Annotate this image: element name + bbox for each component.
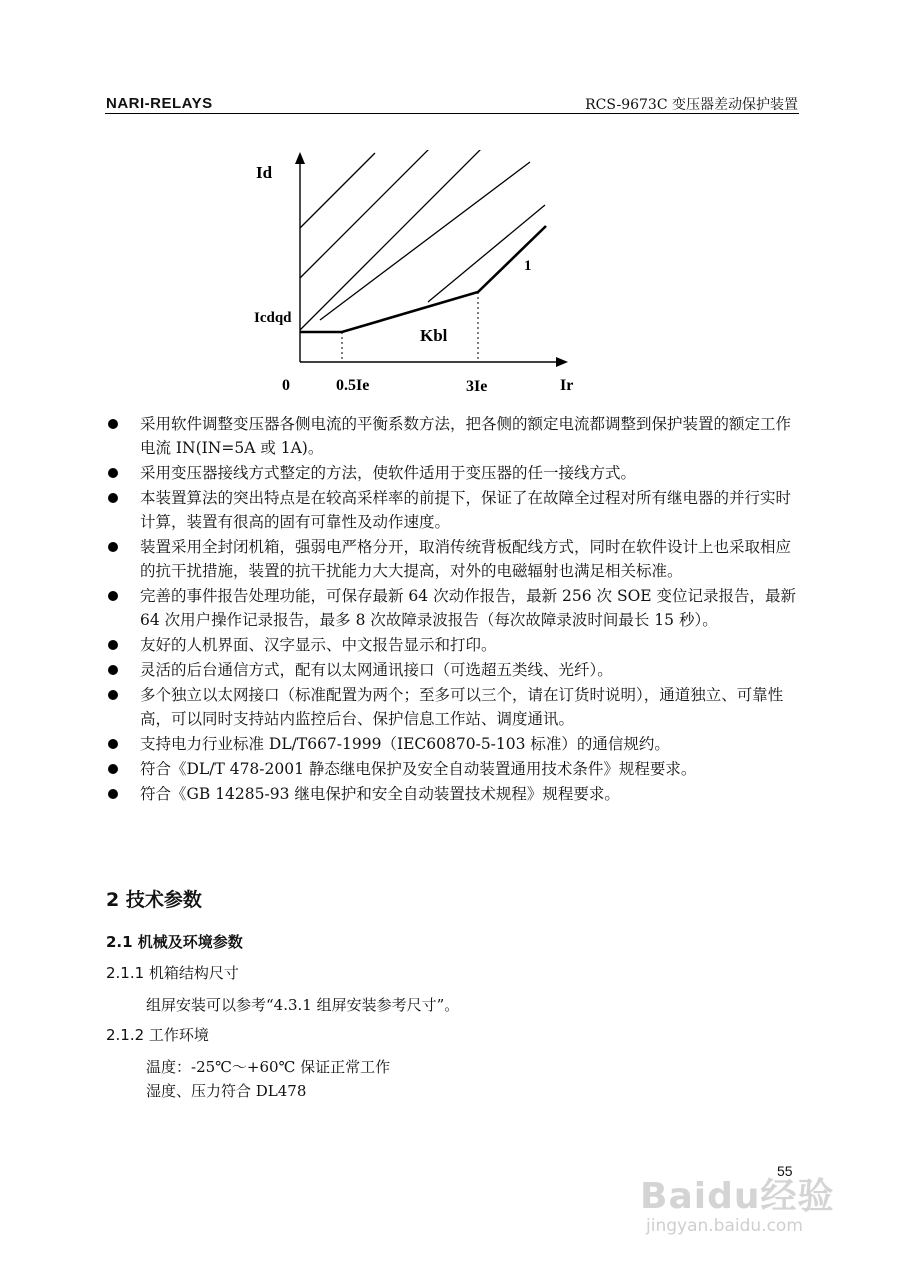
y-axis-arrow — [295, 152, 305, 164]
humidity-text: 湿度、压力符合 DL478 — [146, 1082, 307, 1100]
subsubsection-heading-environment: 2.1.2 工作环境 — [106, 1026, 209, 1044]
subsection-heading: 2.1 机械及环境参数 — [106, 933, 243, 951]
x-marker-3ie: 3Ie — [466, 378, 488, 395]
icdqd-label: Icdqd — [254, 310, 292, 326]
differential-characteristic-diagram — [240, 150, 590, 395]
bullet-icon — [108, 468, 118, 478]
section-heading: 2 技术参数 — [106, 889, 202, 911]
list-item: 采用变压器接线方式整定的方法，使软件适用于变压器的任一接线方式。 — [108, 461, 800, 485]
bullet-icon — [108, 665, 118, 675]
baidu-watermark — [640, 1168, 870, 1248]
origin-label: 0 — [282, 377, 290, 394]
bullet-icon — [108, 764, 118, 774]
bullet-icon — [108, 789, 118, 799]
list-item: 装置采用全封闭机箱，强弱电严格分开，取消传统背板配线方式，同时在软件设计上也采取相应的抗干扰措施，装置的抗干扰能力大大提高，对外的电磁辐射也满足相关标准。 — [108, 535, 800, 583]
bullet-icon — [108, 419, 118, 429]
bullet-icon — [108, 591, 118, 601]
list-item: 采用软件调整变压器各侧电流的平衡系数方法，把各侧的额定电流都调整到保护装置的额定工作电流 IN(IN=5A 或 1A)。 — [108, 412, 800, 460]
bullet-icon — [108, 640, 118, 650]
feature-list — [108, 412, 800, 807]
list-item: 符合《GB 14285-93 继电保护和安全自动装置技术规程》规程要求。 — [108, 782, 800, 806]
temperature-text: 温度：-25℃～+60℃ 保证正常工作 — [146, 1058, 391, 1076]
list-item: 友好的人机界面、汉字显示、中文报告显示和打印。 — [108, 633, 800, 657]
bullet-icon — [108, 542, 118, 552]
bullet-icon — [108, 493, 118, 503]
header-divider — [105, 113, 799, 114]
kbl-label: Kbl — [420, 326, 448, 345]
watermark-url: jingyan.baidu.com — [646, 1216, 803, 1236]
y-axis-label: Id — [256, 163, 273, 182]
list-item: 多个独立以太网接口（标准配置为两个；至多可以三个，请在订货时说明），通道独立、可靠性高，可以同时支持站内监控后台、保护信息工作站、调度通讯。 — [108, 683, 800, 731]
curve-label: 1 — [524, 258, 532, 274]
bullet-icon — [108, 690, 118, 700]
bullet-icon — [108, 739, 118, 749]
list-item: 支持电力行业标准 DL/T667-1999（IEC60870-5-103 标准）的通信规约。 — [108, 732, 800, 756]
list-item: 完善的事件报告处理功能，可保存最新 64 次动作报告，最新 256 次 SOE 变位记录报告，最新 64 次用户操作记录报告，最多 8 次故障录波报告（每次故障录波时间最长 15 秒）。 — [108, 584, 800, 632]
x-marker-0-5ie: 0.5Ie — [336, 377, 370, 394]
header-brand: NARI-RELAYS — [106, 95, 213, 112]
x-axis-label: Ir — [560, 377, 574, 394]
dimensions-text: 组屏安装可以参考“4.3.1 组屏安装参考尺寸”。 — [146, 996, 460, 1014]
list-item: 符合《DL/T 478-2001 静态继电保护及安全自动装置通用技术条件》规程要求。 — [108, 757, 800, 781]
page-number: 55 — [777, 1163, 793, 1179]
list-item: 灵活的后台通信方式，配有以太网通讯接口（可选超五类线、光纤）。 — [108, 658, 800, 682]
subsubsection-heading-dimensions: 2.1.1 机箱结构尺寸 — [106, 964, 239, 982]
x-axis-arrow — [556, 357, 568, 367]
watermark-logo-text: Baidu经验 — [640, 1176, 835, 1217]
header-title: RCS-9673C 变压器差动保护装置 — [585, 97, 798, 113]
trip-region-hatch — [300, 150, 545, 330]
list-item: 本装置算法的突出特点是在较高采样率的前提下，保证了在故障全过程对所有继电器的并行实时计算，装置有很高的固有可靠性及动作速度。 — [108, 486, 800, 534]
